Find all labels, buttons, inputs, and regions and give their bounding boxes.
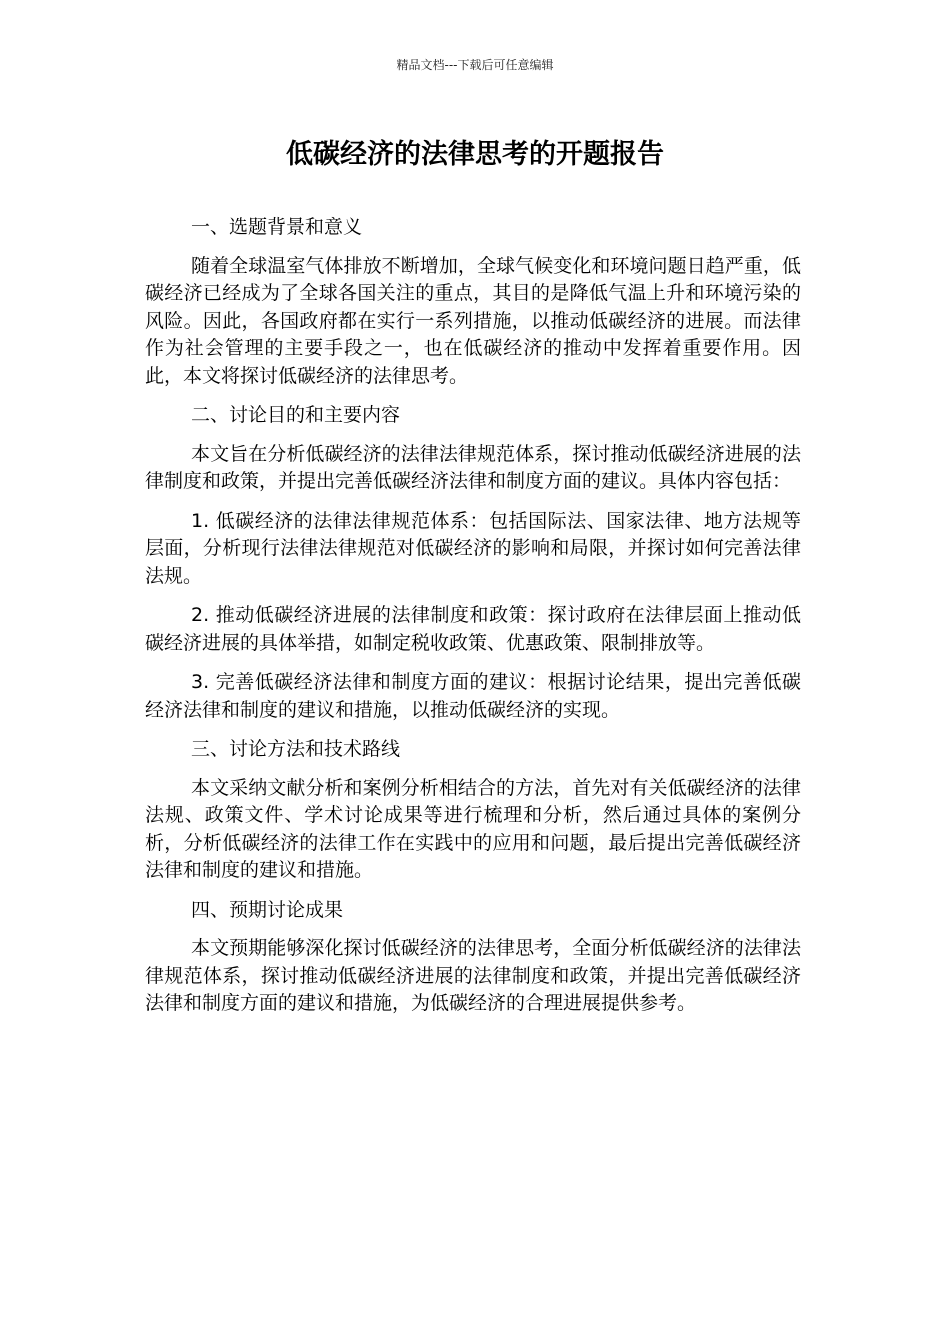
document-title: 低碳经济的法律思考的开题报告: [286, 139, 664, 170]
list-item: 1. 低碳经济的法律法律规范体系：包括国际法、国家法律、地方法规等层面，分析现行法律法律规范对低碳经济的影响和局限，并探讨如何完善法律法规。: [145, 509, 801, 587]
paragraph: 本文旨在分析低碳经济的法律法律规范体系，探讨推动低碳经济进展的法律制度和政策，并提出完善低碳经济法律和制度方面的建议。具体内容包括：: [145, 442, 801, 492]
section-results: [145, 897, 801, 1018]
document-body: [145, 214, 801, 1030]
section-method: [145, 736, 801, 885]
section-heading: 一、选题背景和意义: [191, 216, 363, 238]
section-heading: 三、讨论方法和技术路线: [191, 738, 401, 760]
paragraph: 本文预期能够深化探讨低碳经济的法律思考，全面分析低碳经济的法律法律规范体系，探讨推动低碳经济进展的法律制度和政策，并提出完善低碳经济法律和制度方面的建议和措施，为低碳经济的合理进展提供参考。: [145, 937, 801, 1014]
section-background: [145, 214, 801, 390]
paragraph: 随着全球温室气体排放不断增加，全球气候变化和环境问题日趋严重，低碳经济已经成为了全球各国关注的重点，其目的是降低气温上升和环境污染的风险。因此，各国政府都在实行一系列措施，以推动低碳经济的进展。而法律作为社会管理的主要手段之一，也在低碳经济的推动中发挥着重要作用。因此，本文将探讨低碳经济的法律思考。: [145, 254, 801, 387]
header-note: 精品文档---下载后可任意编辑: [396, 58, 554, 72]
list-item: 3. 完善低碳经济法律和制度方面的建议：根据讨论结果，提出完善低碳经济法律和制度的建议和措施，以推动低碳经济的实现。: [145, 671, 801, 721]
list-item: 2. 推动低碳经济进展的法律制度和政策：探讨政府在法律层面上推动低碳经济进展的具体举措，如制定税收政策、优惠政策、限制排放等。: [145, 604, 801, 654]
section-heading: 四、预期讨论成果: [191, 898, 344, 921]
paragraph: 本文采纳文献分析和案例分析相结合的方法，首先对有关低碳经济的法律法规、政策文件、学术讨论成果等进行梳理和分析，然后通过具体的案例分析，分析低碳经济的法律工作在实践中的应用和问题，最后提出完善低碳经济法律和制度的建议和措施。: [145, 776, 801, 881]
section-content: [145, 402, 801, 724]
section-heading: 二、讨论目的和主要内容: [191, 404, 401, 426]
